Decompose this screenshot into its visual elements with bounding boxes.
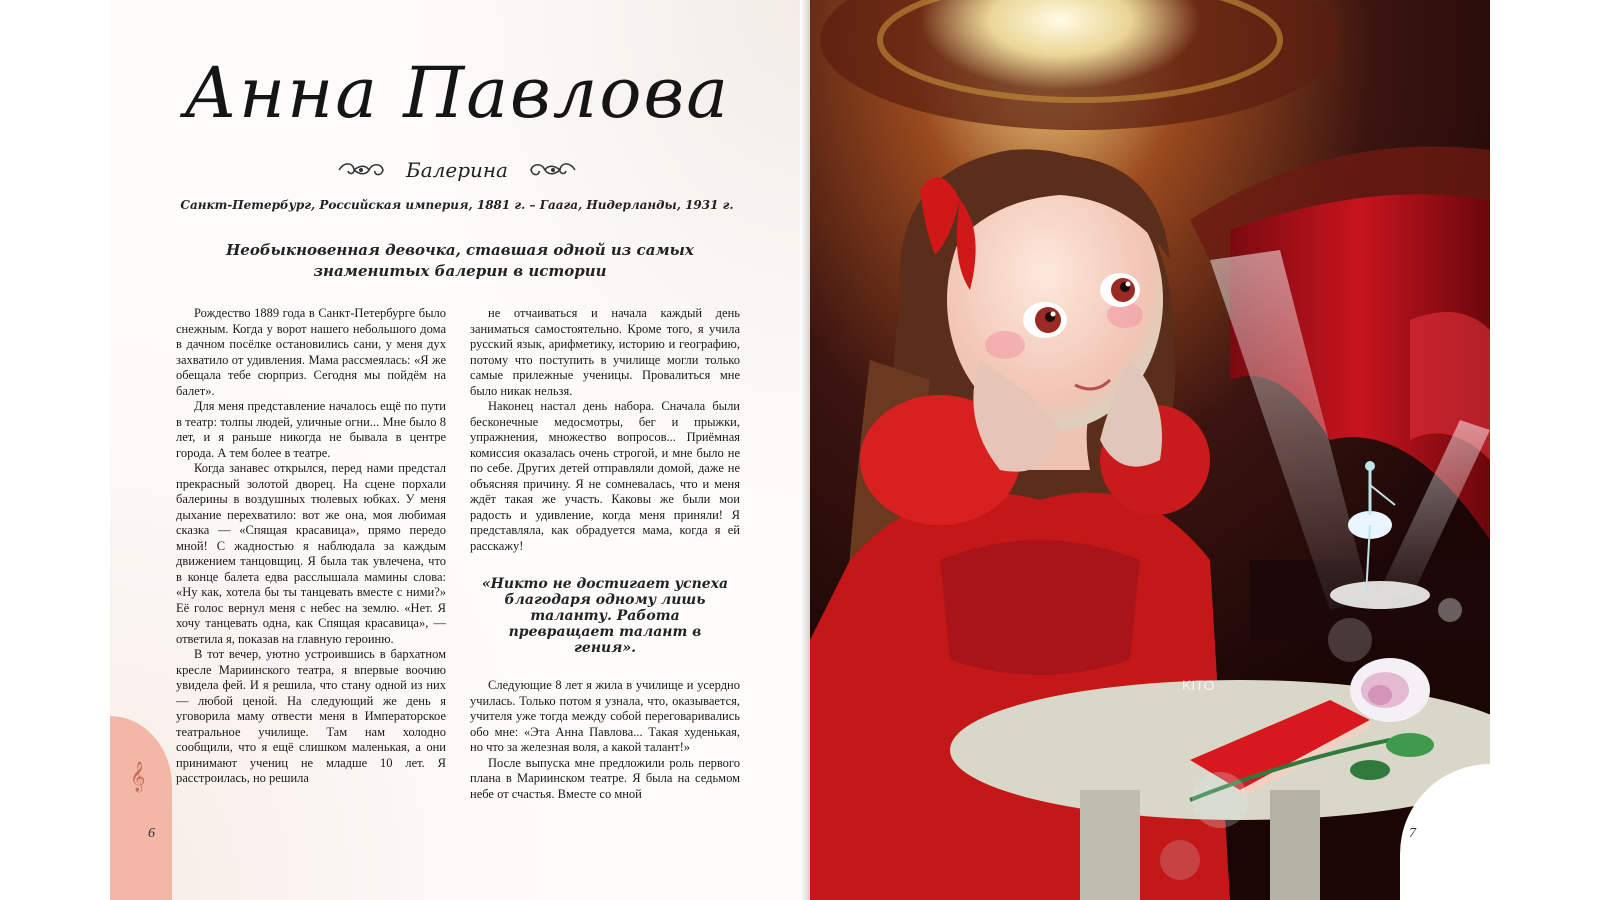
cheek-blush bbox=[985, 331, 1025, 359]
bokeh-light bbox=[1192, 772, 1248, 828]
lead-text: Необыкновенная девочка, ставшая одной из самых знаменитых балерин в истории bbox=[226, 241, 694, 280]
paragraph: не отчаиваться и начала каждый день заниматься самостоятельно. Кроме того, я учила русский язык, арифметику, историю и географию, потому что поступить в училище могли только самые прилежные ученицы. Провалиться мне было никак нельзя. bbox=[470, 306, 740, 398]
text-column-right bbox=[470, 306, 740, 802]
bokeh-light bbox=[1328, 618, 1372, 662]
table-leg bbox=[1270, 790, 1320, 900]
paragraph: Рождество 1889 года в Санкт-Петербурге было снежным. Когда у ворот нашего небольшого дома в дачном посёлке остановились сани, у меня дух захватило от удивления. Мама рассмеялась: «Я же обещала тебе сюрприз. Сегодня мы пойдём на балет». bbox=[176, 306, 446, 398]
subtitle: Балерина bbox=[406, 158, 508, 182]
bokeh-light bbox=[1160, 840, 1200, 880]
page-title: Анна Павлова bbox=[184, 52, 730, 134]
right-page-illustration bbox=[810, 0, 1490, 900]
paragraph: Для меня представление началось ещё по пути в театр: толпы людей, уличные огни... Мне было 8 лет, и я раньше никогда не бывала в центре города. А тем более в театре. bbox=[176, 399, 446, 460]
place-dates: Санкт-Петербург, Российская империя, 1881 г. – Гаага, Нидерланды, 1931 г. bbox=[180, 198, 734, 212]
page-number-left: 6 bbox=[148, 826, 155, 841]
paragraph: Наконец настал день набора. Сначала были бесконечные медосмотры, бег и прыжки, упражнения, множество вопросов... Приёмная комиссия оказалась очень строгой, и мне было не по себе. Других детей отправляли домой, даже не объясняя причину. Я не сомневалась, что и меня ждёт такая же участь. Каковы же были мои радость и удивление, когда меня приняли! Я представляла, как обрадуется мама, когда я ей расскажу! bbox=[470, 399, 740, 553]
bokeh-light bbox=[1438, 598, 1462, 622]
ornament-left-icon bbox=[336, 159, 386, 181]
table-leg bbox=[1080, 790, 1140, 900]
stage-spot bbox=[1330, 581, 1430, 609]
ornament-right-icon bbox=[528, 159, 578, 181]
rose-leaf bbox=[1350, 760, 1390, 780]
text-column-left bbox=[176, 306, 446, 787]
page-corner-tab-left bbox=[110, 716, 172, 900]
dress-lace bbox=[940, 540, 1140, 675]
subtitle-row bbox=[110, 158, 804, 182]
rose-leaf bbox=[1386, 733, 1434, 757]
left-page bbox=[110, 0, 804, 900]
paragraph: В тот вечер, уютно устроившись в бархатном кресле Мариинского театра, я впервые воочию увидела фей. И я решила, что стану одной из них — любой ценой. На следующий же день я уговорила маму отвести меня в Императорское театральное училище. Там нам холодно сообщили, что я ещё слишком маленькая, а они принимают учениц не младше 10 лет. Я расстроилась, но решила bbox=[176, 647, 446, 785]
book-spread bbox=[110, 0, 1490, 900]
paragraph: Когда занавес открылся, перед нами предстал прекрасный золотой дворец. На сцене порхали балерины в воздушных тюлевых юбках. У меня дыхание перехватило: вот же она, моя любимая сказка — «Спящая красавица», прямо передо мной! С жадностью я наблюдала за каждым движением танцовщиц. Я была так увлечена, что в конце балета едва расслышала мамины слова: «Ну как, хотела бы ты танцевать вместе с ними?» Её голос вернул меня с небес на землю. «Нет. Я хочу танцевать одна, как Спящая красавица», — ответила я, показав на главную героиню. bbox=[176, 461, 446, 646]
watermark: KITO bbox=[1182, 677, 1215, 693]
pull-quote: «Никто не достигает успеха благодаря одному лишь таланту. Работа превращает талант в гения». bbox=[481, 576, 729, 656]
paragraph: После выпуска мне предложили роль первого плана в Мариинском театре. Я была на седьмом небе от счастья. Вместе со мной bbox=[470, 755, 740, 801]
page-number-right: 7 bbox=[1409, 826, 1416, 841]
illustration bbox=[810, 0, 1490, 900]
treble-clef-icon: 𝄞 bbox=[130, 762, 146, 791]
rose-flower bbox=[1350, 658, 1430, 722]
paragraph: Следующие 8 лет я жила в училище и усердно училась. Только потом я узнала, что, оказывается, учителя уже тогда между собой переговаривались обо мне: «Эта Анна Павлова... Такая худенькая, но что за железная воля, а какой талант!» bbox=[470, 678, 740, 754]
book-gutter bbox=[800, 0, 810, 900]
